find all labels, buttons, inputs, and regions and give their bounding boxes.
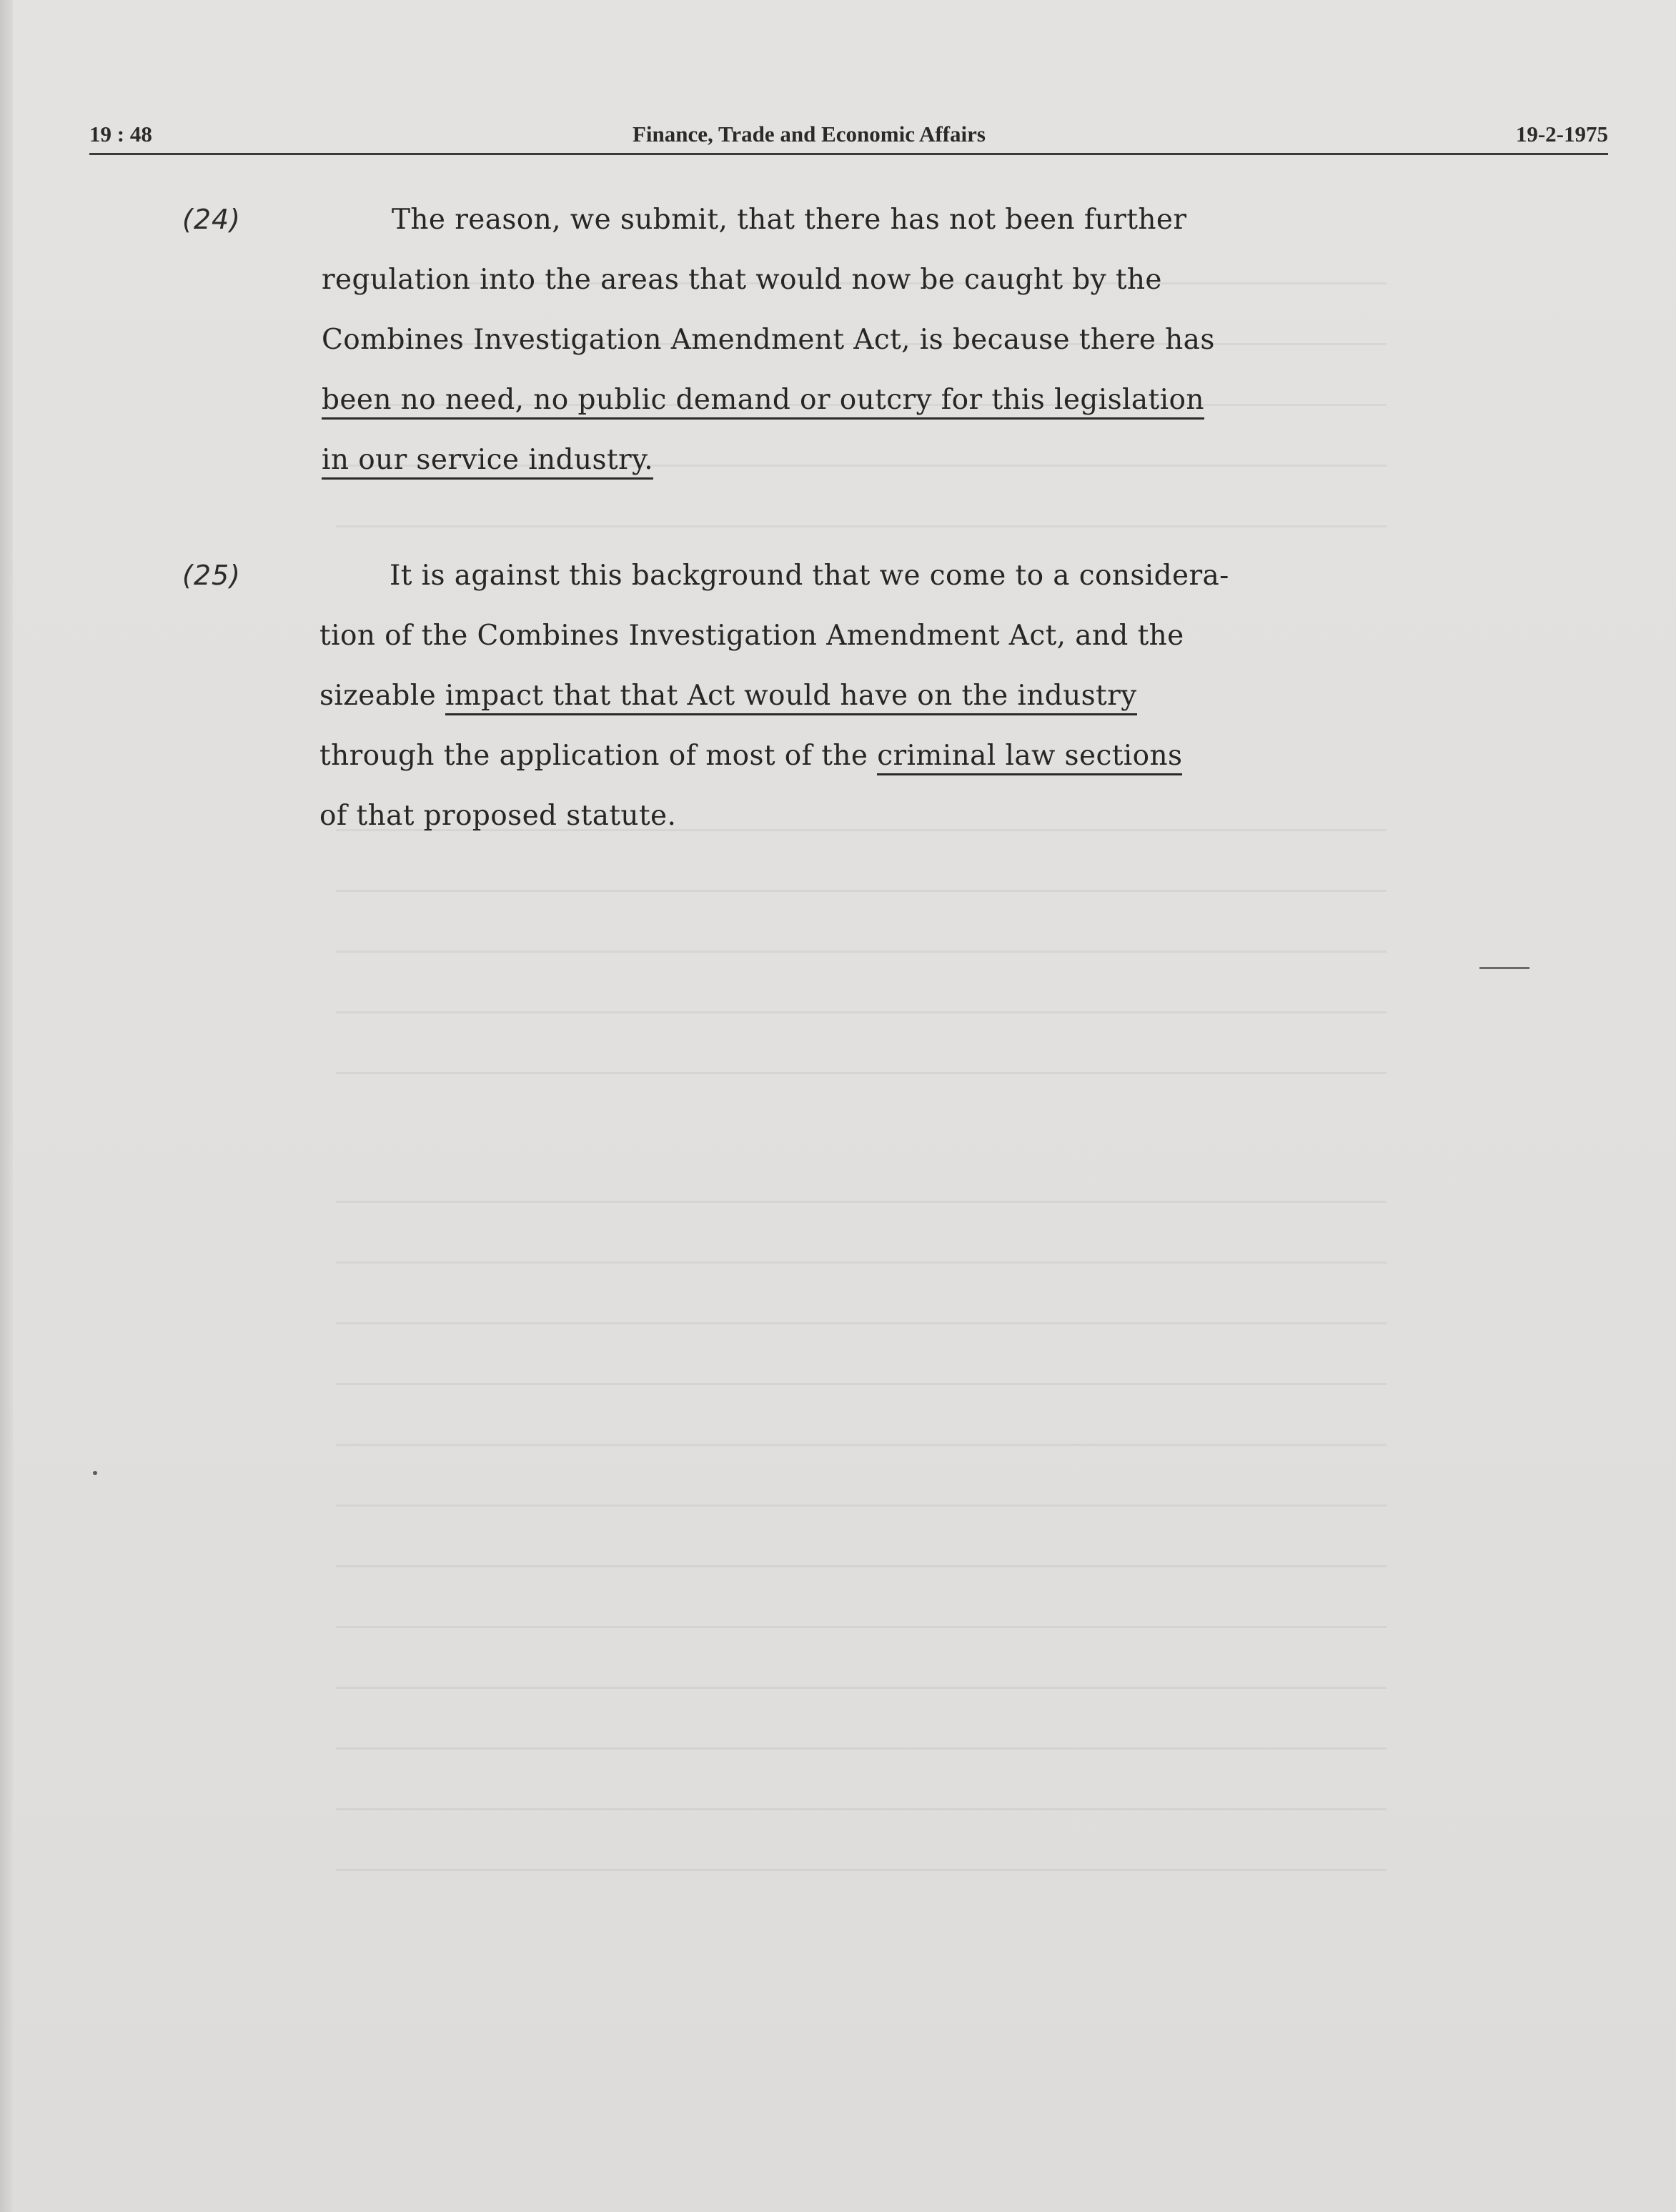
underlined-text: been no need, no public demand or outcry for this legislation — [322, 384, 1204, 420]
page-left-edge — [0, 0, 13, 2212]
paragraph-line-underlined — [322, 384, 1204, 416]
underlined-text: criminal law sections — [877, 740, 1182, 775]
running-header — [89, 120, 1608, 155]
paragraph-line: Combines Investigation Amendment Act, is because there has — [322, 324, 1215, 356]
section-title: Finance, Trade and Economic Affairs — [633, 121, 986, 147]
paragraph-line: of that proposed statute. — [319, 800, 677, 832]
header-date: 19-2-1975 — [1515, 121, 1608, 147]
page-number: 19 : 48 — [89, 121, 152, 147]
scan-speck — [93, 1471, 97, 1475]
plain-text: sizeable — [319, 680, 437, 712]
underlined-text: in our service industry. — [322, 444, 653, 480]
plain-text: through the application of most of the — [319, 740, 868, 772]
paragraph-line: tion of the Combines Investigation Amendment Act, and the — [319, 620, 1184, 652]
scan-mark — [1479, 967, 1529, 969]
paragraph-line: It is against this background that we come to a considera- — [390, 560, 1229, 592]
paragraph-line — [319, 680, 1137, 712]
paragraph-line: regulation into the areas that would now be caught by the — [322, 264, 1162, 296]
paragraph-number: (24) — [182, 204, 242, 235]
paragraph-line-underlined — [322, 444, 653, 476]
underlined-text: impact that that Act would have on the industry — [445, 680, 1137, 715]
paragraph-line — [319, 740, 1182, 772]
paragraph-line: The reason, we submit, that there has not been further — [392, 204, 1187, 236]
paragraph-number: (25) — [182, 560, 242, 591]
